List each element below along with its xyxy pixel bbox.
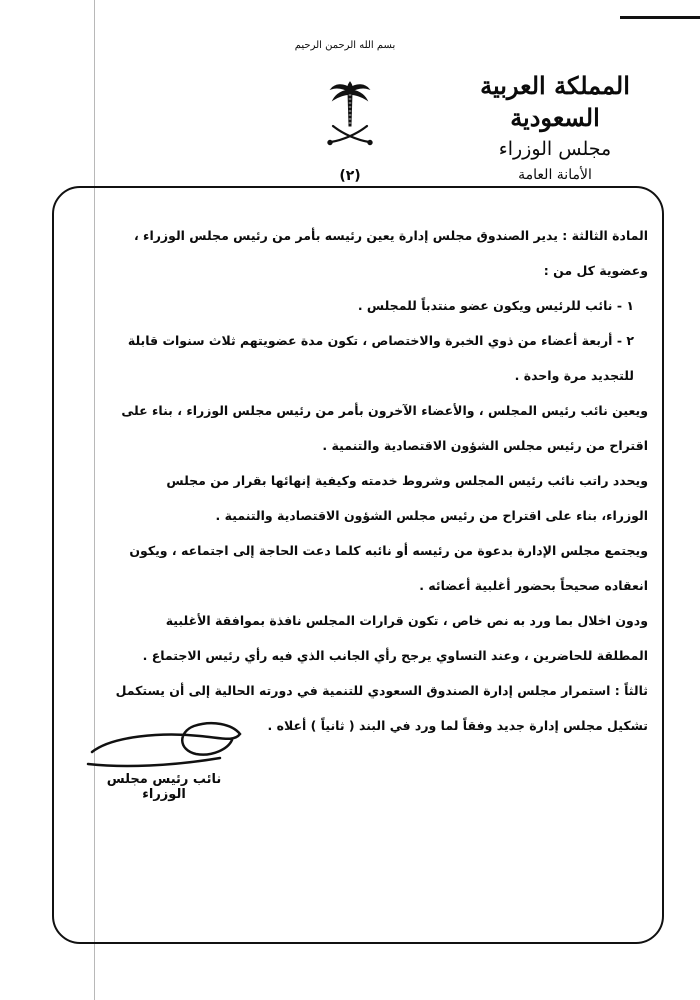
body-line: الوزراء، بناء على اقتراح من رئيس مجلس الشؤون الاقتصادية والتنمية . <box>215 508 648 523</box>
document-body <box>70 218 648 743</box>
body-line: ثالثاً : استمرار مجلس إدارة الصندوق السعودي للتنمية في دورته الحالية إلى أن يستكمل <box>115 683 648 698</box>
letterhead-secretariat: الأمانة العامة <box>518 167 592 183</box>
letterhead <box>455 70 655 186</box>
body-line: ويعين نائب رئيس المجلس ، والأعضاء الآخرون بأمر من رئيس مجلس الوزراء ، بناء على <box>121 403 648 418</box>
body-line: ٢ - أربعة أعضاء من ذوي الخبرة والاختصاص ، تكون مدة عضويتهم ثلاث سنوات قابلة <box>127 333 634 348</box>
body-line: ويحدد راتب نائب رئيس المجلس وشروط خدمته وكيفية إنهائها بقرار من مجلس <box>166 473 648 488</box>
basmala: بسم الله الرحمن الرحيم <box>294 40 396 51</box>
body-line: للتجديد مرة واحدة . <box>514 368 634 383</box>
body-line: انعقاده صحيحاً بحضور أغلبية أعضائه . <box>419 578 648 593</box>
body-line: المادة الثالثة : يدير الصندوق مجلس إدارة يعين رئيسه بأمر من رئيس مجلس الوزراء ، <box>133 228 648 243</box>
palm-swords-emblem-icon <box>325 78 375 156</box>
body-line: ١ - نائب للرئيس ويكون عضو منتدباً للمجلس . <box>357 298 634 313</box>
body-line: وعضوية كل من : <box>543 263 648 278</box>
body-line: تشكيل مجلس إدارة جديد وفقاً لما ورد في البند ( ثانياً ) أعلاه . <box>267 718 648 733</box>
letterhead-council: مجلس الوزراء <box>498 138 612 160</box>
body-line: اقتراح من رئيس مجلس الشؤون الاقتصادية والتنمية . <box>322 438 648 453</box>
top-rule <box>620 16 700 19</box>
body-line: المطلقة للحاضرين ، وعند التساوي يرجح رأي الجانب الذي فيه رأي رئيس الاجتماع . <box>142 648 648 663</box>
letterhead-kingdom: المملكة العربية السعودية <box>480 71 630 132</box>
body-line: ودون اخلال بما ورد به نص خاص ، تكون قرارات المجلس نافذة بموافقة الأغلبية <box>165 613 648 628</box>
signatory-title: نائب رئيس مجلس الوزراء <box>106 772 222 802</box>
page-number: (٢) <box>339 168 361 184</box>
body-line: ويجتمع مجلس الإدارة بدعوة من رئيسه أو نائبه كلما دعت الحاجة إلى اجتماعه ، ويكون <box>129 543 648 558</box>
